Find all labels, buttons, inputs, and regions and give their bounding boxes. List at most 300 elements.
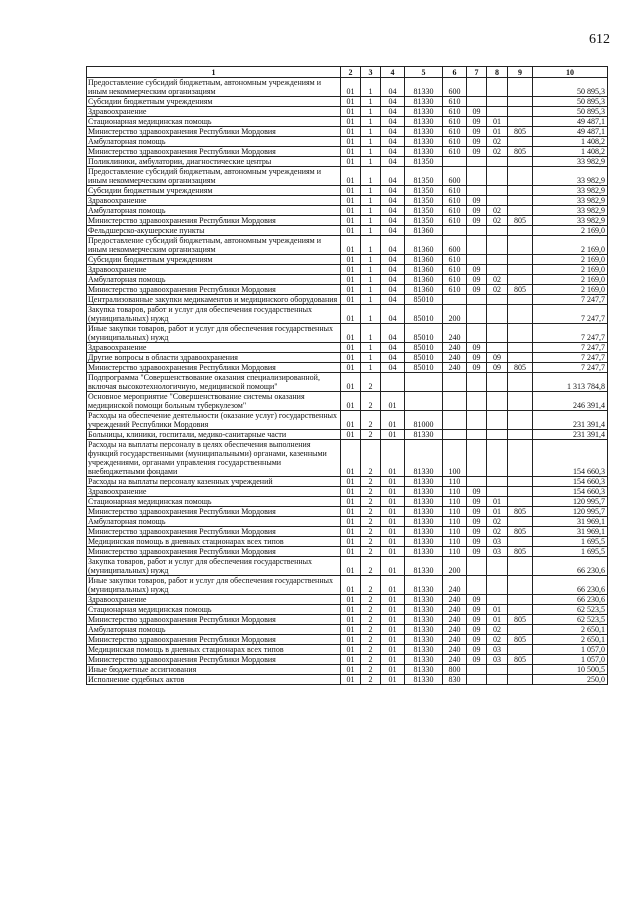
row-amount-cell: 31 969,1 — [533, 517, 608, 527]
row-code-cell — [443, 411, 467, 430]
row-code-cell — [443, 392, 467, 411]
row-amount-cell: 2 169,0 — [533, 255, 608, 265]
row-name-cell: Основное мероприятие "Совершенствование системы оказания медицинской помощи больным туберкулезом" — [87, 392, 341, 411]
row-code-cell — [508, 675, 533, 685]
row-name-cell: Иные закупки товаров, работ и услуг для обеспечения государственных (муниципальных) нужд — [87, 324, 341, 343]
row-code-cell — [487, 373, 508, 392]
row-code-cell — [508, 324, 533, 343]
table-row — [87, 645, 608, 655]
row-code-cell: 01 — [341, 655, 361, 665]
row-code-cell: 240 — [443, 605, 467, 615]
row-name-cell: Другие вопросы в области здравоохранения — [87, 353, 341, 363]
row-code-cell: 85010 — [405, 353, 443, 363]
row-name-cell: Министерство здравоохранения Республики Мордовия — [87, 127, 341, 137]
row-amount-cell: 62 523,5 — [533, 605, 608, 615]
header-cell: 9 — [508, 67, 533, 78]
row-code-cell: 09 — [467, 137, 487, 147]
row-code-cell: 01 — [381, 411, 405, 430]
table-row — [87, 547, 608, 557]
row-code-cell: 01 — [381, 645, 405, 655]
row-code-cell — [467, 78, 487, 97]
row-name-cell: Министерство здравоохранения Республики Мордовия — [87, 655, 341, 665]
row-code-cell — [487, 430, 508, 440]
row-code-cell — [487, 324, 508, 343]
row-code-cell: 01 — [381, 527, 405, 537]
row-amount-cell: 1 408,2 — [533, 147, 608, 157]
table-row — [87, 353, 608, 363]
row-amount-cell: 1 695,5 — [533, 537, 608, 547]
row-code-cell: 04 — [381, 305, 405, 324]
row-code-cell — [487, 107, 508, 117]
row-code-cell: 81330 — [405, 497, 443, 507]
row-code-cell — [467, 186, 487, 196]
row-code-cell — [467, 557, 487, 576]
row-code-cell: 2 — [361, 497, 381, 507]
row-code-cell — [487, 97, 508, 107]
row-code-cell — [487, 595, 508, 605]
row-code-cell: 02 — [487, 216, 508, 226]
row-code-cell: 2 — [361, 665, 381, 675]
row-code-cell: 600 — [443, 236, 467, 255]
row-code-cell: 610 — [443, 147, 467, 157]
row-code-cell — [487, 236, 508, 255]
row-code-cell: 81330 — [405, 645, 443, 655]
row-code-cell: 01 — [381, 430, 405, 440]
row-code-cell: 01 — [341, 295, 361, 305]
row-code-cell: 81330 — [405, 576, 443, 595]
page-number: 612 — [589, 32, 610, 47]
row-code-cell: 01 — [381, 605, 405, 615]
row-code-cell — [467, 675, 487, 685]
row-amount-cell: 50 895,3 — [533, 78, 608, 97]
row-code-cell: 01 — [487, 605, 508, 615]
row-code-cell: 09 — [467, 497, 487, 507]
row-code-cell — [467, 411, 487, 430]
row-code-cell: 01 — [341, 117, 361, 127]
row-code-cell: 09 — [467, 147, 487, 157]
row-code-cell: 110 — [443, 527, 467, 537]
row-code-cell: 2 — [361, 576, 381, 595]
header-cell: 3 — [361, 67, 381, 78]
header-cell: 7 — [467, 67, 487, 78]
row-amount-cell: 7 247,7 — [533, 343, 608, 353]
row-amount-cell: 7 247,7 — [533, 305, 608, 324]
table-row — [87, 343, 608, 353]
row-amount-cell: 154 660,3 — [533, 477, 608, 487]
row-code-cell: 01 — [487, 615, 508, 625]
row-code-cell: 01 — [381, 392, 405, 411]
row-code-cell: 01 — [341, 537, 361, 547]
row-code-cell: 01 — [341, 97, 361, 107]
row-code-cell: 09 — [467, 363, 487, 373]
row-code-cell: 81360 — [405, 236, 443, 255]
row-code-cell: 09 — [467, 127, 487, 137]
row-code-cell: 2 — [361, 373, 381, 392]
row-code-cell: 81330 — [405, 78, 443, 97]
row-code-cell: 2 — [361, 557, 381, 576]
row-code-cell: 02 — [487, 625, 508, 635]
row-code-cell: 02 — [487, 137, 508, 147]
row-name-cell: Подпрограмма "Совершенствование оказания специализированной, включая высокотехнологичную, медицинской помощи" — [87, 373, 341, 392]
row-name-cell: Субсидии бюджетным учреждениям — [87, 255, 341, 265]
row-code-cell: 830 — [443, 675, 467, 685]
row-code-cell: 2 — [361, 487, 381, 497]
row-code-cell: 240 — [443, 363, 467, 373]
row-code-cell — [487, 557, 508, 576]
row-name-cell: Предоставление субсидий бюджетным, автономным учреждениям и иным некоммерческим организациям — [87, 167, 341, 186]
row-code-cell: 81330 — [405, 507, 443, 517]
row-code-cell — [467, 305, 487, 324]
row-code-cell — [508, 440, 533, 477]
row-code-cell: 01 — [341, 547, 361, 557]
row-code-cell: 81350 — [405, 196, 443, 206]
row-amount-cell: 2 169,0 — [533, 265, 608, 275]
row-code-cell — [508, 487, 533, 497]
row-code-cell: 01 — [341, 595, 361, 605]
row-name-cell: Здравоохранение — [87, 265, 341, 275]
row-code-cell: 02 — [487, 147, 508, 157]
header-cell: 10 — [533, 67, 608, 78]
table-row — [87, 576, 608, 595]
row-code-cell: 81330 — [405, 655, 443, 665]
row-amount-cell: 1 057,0 — [533, 655, 608, 665]
row-code-cell: 01 — [381, 625, 405, 635]
row-code-cell — [508, 305, 533, 324]
row-code-cell: 01 — [381, 576, 405, 595]
row-code-cell — [487, 440, 508, 477]
table-row — [87, 430, 608, 440]
row-code-cell: 01 — [341, 137, 361, 147]
row-code-cell: 81360 — [405, 255, 443, 265]
row-code-cell — [487, 78, 508, 97]
table-row — [87, 107, 608, 117]
row-code-cell: 240 — [443, 324, 467, 343]
row-amount-cell: 33 982,9 — [533, 196, 608, 206]
row-code-cell: 01 — [341, 363, 361, 373]
row-name-cell: Иные бюджетные ассигнования — [87, 665, 341, 675]
row-code-cell — [487, 392, 508, 411]
row-code-cell: 1 — [361, 186, 381, 196]
row-name-cell: Стационарная медицинская помощь — [87, 117, 341, 127]
row-code-cell: 01 — [381, 557, 405, 576]
row-code-cell: 09 — [467, 645, 487, 655]
row-code-cell: 09 — [467, 595, 487, 605]
row-code-cell: 240 — [443, 353, 467, 363]
row-code-cell — [443, 226, 467, 236]
row-code-cell — [508, 167, 533, 186]
header-cell: 5 — [405, 67, 443, 78]
row-code-cell: 04 — [381, 285, 405, 295]
row-amount-cell: 120 995,7 — [533, 507, 608, 517]
row-code-cell: 01 — [341, 477, 361, 487]
row-name-cell: Министерство здравоохранения Республики Мордовия — [87, 547, 341, 557]
row-name-cell: Больницы, клиники, госпитали, медико-санитарные части — [87, 430, 341, 440]
row-code-cell: 01 — [381, 440, 405, 477]
row-code-cell: 04 — [381, 157, 405, 167]
row-code-cell: 240 — [443, 635, 467, 645]
row-code-cell: 02 — [487, 275, 508, 285]
row-amount-cell: 7 247,7 — [533, 295, 608, 305]
row-code-cell: 610 — [443, 107, 467, 117]
row-amount-cell: 66 230,6 — [533, 595, 608, 605]
row-code-cell — [508, 97, 533, 107]
row-code-cell: 1 — [361, 196, 381, 206]
row-amount-cell: 10 500,5 — [533, 665, 608, 675]
row-code-cell: 610 — [443, 275, 467, 285]
row-code-cell — [405, 392, 443, 411]
row-code-cell: 01 — [341, 285, 361, 295]
row-code-cell: 01 — [341, 265, 361, 275]
row-amount-cell: 50 895,3 — [533, 107, 608, 117]
row-name-cell: Стационарная медицинская помощь — [87, 497, 341, 507]
row-code-cell: 81350 — [405, 216, 443, 226]
row-name-cell: Министерство здравоохранения Республики Мордовия — [87, 216, 341, 226]
row-code-cell: 01 — [341, 645, 361, 655]
table-row — [87, 557, 608, 576]
row-code-cell: 01 — [341, 605, 361, 615]
row-code-cell — [487, 487, 508, 497]
row-amount-cell: 33 982,9 — [533, 206, 608, 216]
row-code-cell — [508, 665, 533, 675]
table-row — [87, 655, 608, 665]
row-code-cell — [508, 206, 533, 216]
table-row — [87, 373, 608, 392]
row-code-cell: 2 — [361, 430, 381, 440]
row-name-cell: Иные закупки товаров, работ и услуг для обеспечения государственных (муниципальных) нужд — [87, 576, 341, 595]
row-code-cell — [508, 255, 533, 265]
row-code-cell: 01 — [341, 507, 361, 517]
row-code-cell — [508, 557, 533, 576]
row-code-cell: 1 — [361, 363, 381, 373]
row-code-cell — [508, 117, 533, 127]
row-amount-cell: 120 995,7 — [533, 497, 608, 507]
row-amount-cell: 33 982,9 — [533, 186, 608, 196]
row-code-cell: 01 — [381, 537, 405, 547]
row-code-cell — [508, 353, 533, 363]
row-code-cell: 02 — [487, 635, 508, 645]
row-code-cell: 04 — [381, 206, 405, 216]
row-code-cell: 09 — [467, 635, 487, 645]
row-code-cell: 805 — [508, 655, 533, 665]
row-code-cell — [467, 167, 487, 186]
row-code-cell: 85010 — [405, 305, 443, 324]
row-name-cell: Здравоохранение — [87, 196, 341, 206]
row-code-cell — [508, 595, 533, 605]
row-code-cell — [487, 186, 508, 196]
row-code-cell: 01 — [341, 186, 361, 196]
row-code-cell — [467, 236, 487, 255]
row-code-cell: 240 — [443, 343, 467, 353]
row-code-cell: 81360 — [405, 226, 443, 236]
row-code-cell: 01 — [341, 305, 361, 324]
table-row — [87, 605, 608, 615]
row-amount-cell: 1 057,0 — [533, 645, 608, 655]
row-amount-cell: 2 169,0 — [533, 275, 608, 285]
row-code-cell: 85010 — [405, 363, 443, 373]
row-code-cell: 2 — [361, 595, 381, 605]
row-code-cell — [467, 440, 487, 477]
row-code-cell: 110 — [443, 477, 467, 487]
row-code-cell: 1 — [361, 127, 381, 137]
header-cell: 4 — [381, 67, 405, 78]
row-name-cell: Амбулаторная помощь — [87, 206, 341, 216]
row-amount-cell: 31 969,1 — [533, 527, 608, 537]
row-code-cell: 04 — [381, 363, 405, 373]
row-code-cell: 81330 — [405, 487, 443, 497]
row-amount-cell: 2 650,1 — [533, 635, 608, 645]
row-code-cell — [443, 430, 467, 440]
row-code-cell: 03 — [487, 645, 508, 655]
row-code-cell — [508, 625, 533, 635]
row-code-cell — [405, 373, 443, 392]
table-row — [87, 615, 608, 625]
row-code-cell: 110 — [443, 547, 467, 557]
row-code-cell: 03 — [487, 655, 508, 665]
table-row — [87, 186, 608, 196]
row-code-cell: 01 — [341, 635, 361, 645]
row-code-cell — [508, 78, 533, 97]
row-code-cell: 1 — [361, 78, 381, 97]
row-code-cell: 100 — [443, 440, 467, 477]
row-code-cell: 03 — [487, 537, 508, 547]
row-code-cell: 01 — [341, 78, 361, 97]
row-code-cell: 01 — [341, 527, 361, 537]
row-name-cell: Поликлиники, амбулатории, диагностические центры — [87, 157, 341, 167]
row-code-cell: 1 — [361, 157, 381, 167]
row-code-cell: 1 — [361, 343, 381, 353]
row-code-cell: 240 — [443, 655, 467, 665]
row-code-cell: 2 — [361, 605, 381, 615]
row-code-cell: 09 — [467, 216, 487, 226]
row-code-cell — [508, 275, 533, 285]
row-amount-cell: 49 487,1 — [533, 117, 608, 127]
table-row — [87, 675, 608, 685]
row-code-cell: 805 — [508, 615, 533, 625]
row-code-cell: 1 — [361, 117, 381, 127]
row-code-cell: 01 — [381, 507, 405, 517]
row-code-cell — [487, 265, 508, 275]
row-code-cell: 610 — [443, 196, 467, 206]
header-cell: 8 — [487, 67, 508, 78]
row-amount-cell: 62 523,5 — [533, 615, 608, 625]
row-name-cell: Амбулаторная помощь — [87, 517, 341, 527]
row-code-cell: 1 — [361, 295, 381, 305]
table-row — [87, 411, 608, 430]
row-code-cell: 85010 — [405, 343, 443, 353]
row-code-cell: 09 — [467, 353, 487, 363]
row-name-cell: Субсидии бюджетным учреждениям — [87, 97, 341, 107]
table-row — [87, 275, 608, 285]
row-code-cell: 1 — [361, 255, 381, 265]
row-code-cell: 610 — [443, 206, 467, 216]
table-row — [87, 635, 608, 645]
row-code-cell: 01 — [341, 147, 361, 157]
row-amount-cell: 2 650,1 — [533, 625, 608, 635]
row-name-cell: Здравоохранение — [87, 487, 341, 497]
row-code-cell — [467, 255, 487, 265]
row-code-cell: 1 — [361, 275, 381, 285]
row-name-cell: Министерство здравоохранения Республики Мордовия — [87, 285, 341, 295]
row-code-cell: 610 — [443, 265, 467, 275]
row-code-cell — [467, 226, 487, 236]
row-code-cell: 01 — [341, 216, 361, 226]
row-code-cell: 2 — [361, 411, 381, 430]
header-cell: 2 — [341, 67, 361, 78]
row-code-cell — [508, 226, 533, 236]
table-row — [87, 527, 608, 537]
table-row — [87, 595, 608, 605]
row-name-cell: Министерство здравоохранения Республики Мордовия — [87, 507, 341, 517]
row-code-cell: 81330 — [405, 527, 443, 537]
row-code-cell: 01 — [381, 665, 405, 675]
row-code-cell — [508, 157, 533, 167]
row-code-cell: 04 — [381, 275, 405, 285]
row-code-cell — [467, 665, 487, 675]
row-code-cell — [443, 157, 467, 167]
row-code-cell: 805 — [508, 285, 533, 295]
row-code-cell: 04 — [381, 97, 405, 107]
table-row — [87, 295, 608, 305]
table-row — [87, 440, 608, 477]
row-name-cell: Централизованные закупки медикаментов и медицинского оборудования — [87, 295, 341, 305]
row-code-cell: 01 — [381, 517, 405, 527]
row-code-cell: 04 — [381, 343, 405, 353]
row-code-cell: 81330 — [405, 440, 443, 477]
row-code-cell: 81330 — [405, 477, 443, 487]
row-code-cell: 1 — [361, 236, 381, 255]
row-code-cell: 610 — [443, 137, 467, 147]
row-amount-cell: 231 391,4 — [533, 411, 608, 430]
row-code-cell: 2 — [361, 517, 381, 527]
row-code-cell: 01 — [381, 547, 405, 557]
row-amount-cell: 2 169,0 — [533, 226, 608, 236]
row-code-cell: 1 — [361, 216, 381, 226]
row-code-cell — [487, 157, 508, 167]
row-amount-cell: 1 313 784,8 — [533, 373, 608, 392]
budget-table — [86, 66, 608, 685]
row-amount-cell: 50 895,3 — [533, 97, 608, 107]
table-row — [87, 497, 608, 507]
row-code-cell: 610 — [443, 97, 467, 107]
row-code-cell: 200 — [443, 305, 467, 324]
row-code-cell: 805 — [508, 507, 533, 517]
row-code-cell: 02 — [487, 527, 508, 537]
row-code-cell: 09 — [467, 285, 487, 295]
row-code-cell — [508, 186, 533, 196]
table-row — [87, 537, 608, 547]
table-row — [87, 477, 608, 487]
row-code-cell — [443, 295, 467, 305]
row-code-cell: 2 — [361, 547, 381, 557]
row-code-cell: 09 — [467, 605, 487, 615]
row-code-cell: 610 — [443, 127, 467, 137]
row-code-cell: 2 — [361, 527, 381, 537]
row-name-cell: Министерство здравоохранения Республики Мордовия — [87, 615, 341, 625]
row-code-cell — [487, 305, 508, 324]
row-code-cell: 1 — [361, 265, 381, 275]
row-amount-cell: 246 391,4 — [533, 392, 608, 411]
row-code-cell — [487, 343, 508, 353]
row-code-cell: 81360 — [405, 265, 443, 275]
row-code-cell: 805 — [508, 527, 533, 537]
row-code-cell: 81330 — [405, 665, 443, 675]
table-row — [87, 196, 608, 206]
row-code-cell: 09 — [467, 547, 487, 557]
row-code-cell: 09 — [467, 107, 487, 117]
table-row — [87, 285, 608, 295]
table-body — [87, 78, 608, 685]
row-code-cell — [381, 373, 405, 392]
